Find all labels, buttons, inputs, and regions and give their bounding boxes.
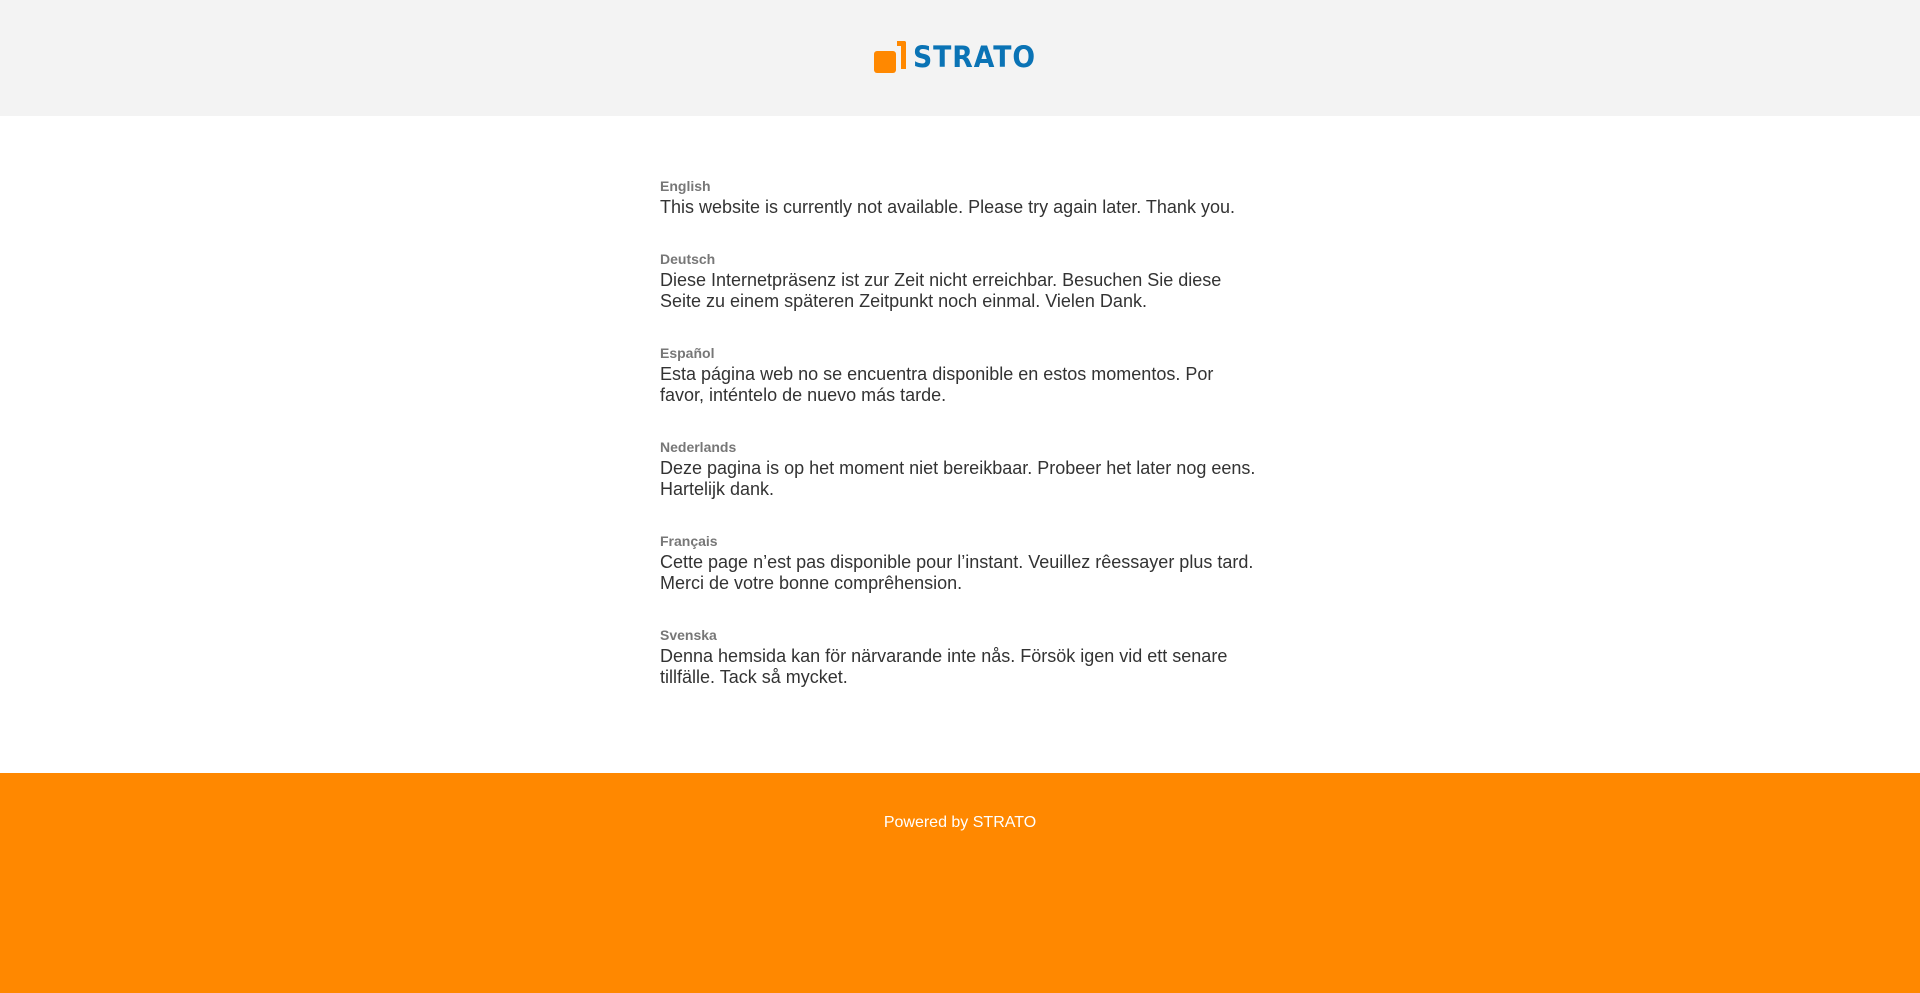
- logo-square-shape: [874, 51, 896, 73]
- page-header: [0, 0, 1920, 116]
- strato-logo: [874, 41, 1047, 73]
- language-message: Diese Internetpräsenz ist zur Zeit nicht erreichbar. Besuchen Sie diese Seite zu einem späteren Zeitpunkt noch einmal. Vielen Dank.: [660, 270, 1222, 311]
- language-label: Deutsch: [660, 251, 716, 267]
- logo-corner-shape: [897, 41, 906, 69]
- message-nederlands: [660, 439, 1260, 500]
- page-footer: [0, 773, 1920, 993]
- strato-logo-icon: [874, 41, 906, 73]
- language-label: Español: [660, 345, 715, 361]
- language-message: Denna hemsida kan för närvarande inte nås. Försök igen vid ett senare tillfälle. Tack så mycket.: [660, 646, 1228, 687]
- language-label: Nederlands: [660, 439, 737, 455]
- language-label: Français: [660, 533, 718, 549]
- language-message: Esta página web no se encuentra disponible en estos momentos. Por favor, inténtelo de nuevo más tarde.: [660, 364, 1214, 405]
- message-english: [660, 178, 1260, 218]
- language-message: This website is currently not available. Please try again later. Thank you.: [660, 197, 1235, 217]
- language-message: Cette page n’est pas disponible pour l’instant. Veuillez rêessayer plus tard. Merci de votre bonne comprêhension.: [660, 552, 1254, 593]
- message-deutsch: [660, 251, 1260, 312]
- language-label: English: [660, 178, 711, 194]
- message-espanol: [660, 345, 1260, 406]
- powered-by-text: Powered by STRATO: [883, 814, 1037, 831]
- logo-text: STRATO: [912, 39, 1036, 74]
- message-svenska: [660, 627, 1260, 688]
- message-francais: [660, 533, 1260, 594]
- language-label: Svenska: [660, 627, 717, 643]
- message-list: [660, 116, 1260, 773]
- language-message: Deze pagina is op het moment niet bereikbaar. Probeer het later nog eens. Hartelijk dank.: [660, 458, 1256, 499]
